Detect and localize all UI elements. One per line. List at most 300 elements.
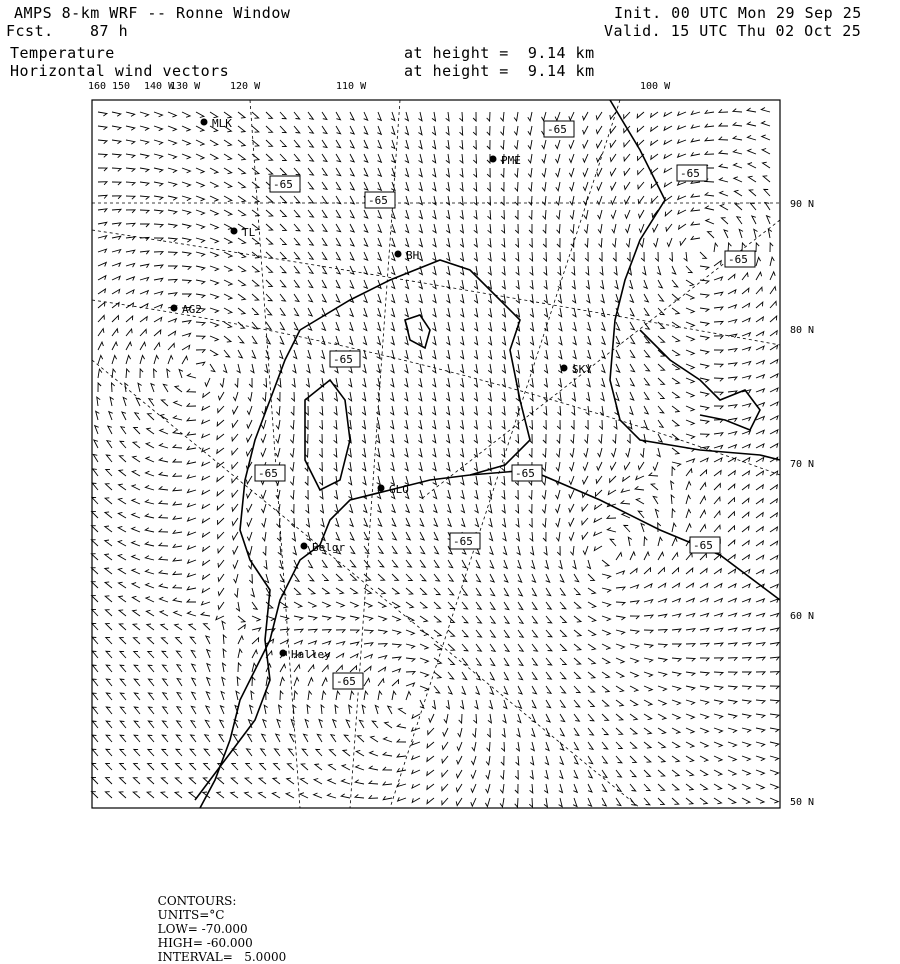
wind-barb bbox=[691, 236, 700, 240]
wind-barb bbox=[238, 126, 245, 132]
wind-barb bbox=[627, 434, 630, 443]
wind-barb bbox=[602, 784, 607, 792]
wind-barb bbox=[489, 518, 493, 527]
wind-barb bbox=[770, 798, 778, 803]
wind-barb bbox=[222, 621, 226, 630]
wind-barb bbox=[582, 532, 588, 539]
wind-barb bbox=[92, 497, 98, 504]
wind-barb bbox=[542, 462, 546, 471]
wind-barb bbox=[742, 657, 751, 660]
wind-barb bbox=[126, 196, 135, 199]
wind-barb bbox=[446, 182, 450, 191]
wind-barb bbox=[630, 644, 639, 648]
wind-barb bbox=[602, 630, 610, 635]
wind-barb bbox=[308, 182, 314, 189]
wind-barb bbox=[546, 602, 551, 609]
wind-barb bbox=[558, 406, 561, 415]
wind-barb bbox=[500, 798, 504, 807]
wind-barb bbox=[314, 779, 322, 785]
wind-barb bbox=[700, 406, 709, 410]
wind-barb bbox=[501, 126, 505, 135]
wind-barb bbox=[641, 524, 645, 533]
wind-barb bbox=[546, 644, 552, 651]
wind-barb bbox=[630, 601, 639, 604]
wind-barb bbox=[462, 588, 467, 595]
wind-barb bbox=[247, 749, 253, 756]
wind-barb bbox=[391, 154, 395, 163]
wind-barb bbox=[607, 515, 616, 518]
lon-label: 160 bbox=[88, 81, 107, 92]
wind-barb bbox=[154, 154, 163, 159]
wind-barb bbox=[305, 490, 308, 499]
wind-barb bbox=[544, 280, 547, 289]
wind-barb bbox=[742, 376, 751, 380]
wind-barb bbox=[204, 749, 210, 756]
wind-barb bbox=[474, 336, 478, 345]
wind-barb bbox=[686, 583, 694, 588]
wind-barb bbox=[444, 714, 448, 723]
wind-barb bbox=[602, 700, 609, 706]
wind-barb bbox=[322, 196, 327, 203]
wind-barb bbox=[202, 518, 210, 523]
wind-barb bbox=[434, 672, 441, 678]
wind-barb bbox=[391, 168, 395, 177]
wind-barb bbox=[502, 238, 505, 247]
wind-barb bbox=[644, 552, 649, 560]
wind-barb bbox=[154, 126, 163, 131]
wind-barb bbox=[630, 616, 639, 619]
wind-barb bbox=[390, 448, 394, 457]
wind-barb bbox=[349, 518, 353, 526]
wind-barb bbox=[280, 294, 286, 301]
wind-barb bbox=[488, 322, 492, 331]
wind-barb bbox=[249, 378, 252, 387]
wind-barb bbox=[474, 392, 478, 401]
wind-barb bbox=[700, 598, 708, 602]
interval-label: INTERVAL= 5.0000 bbox=[157, 950, 287, 964]
wind-barb bbox=[719, 123, 728, 126]
wind-barb bbox=[446, 238, 450, 247]
wind-barb bbox=[545, 560, 549, 569]
wind-barb bbox=[573, 322, 577, 331]
wind-barb bbox=[329, 764, 337, 770]
wind-barb bbox=[419, 182, 423, 191]
wind-barb bbox=[126, 277, 134, 281]
wind-barb bbox=[420, 560, 425, 567]
wind-barb bbox=[259, 778, 266, 784]
wind-barb bbox=[501, 196, 504, 205]
wind-barb bbox=[278, 546, 281, 555]
wind-barb bbox=[120, 764, 126, 771]
wind-barb bbox=[161, 778, 168, 784]
wind-barb bbox=[532, 644, 538, 651]
wind-barb bbox=[767, 216, 771, 224]
wind-barb bbox=[658, 756, 665, 762]
wind-barb bbox=[404, 434, 408, 443]
wind-barb bbox=[501, 182, 504, 191]
wind-barb bbox=[446, 168, 449, 177]
wind-barb bbox=[560, 742, 564, 750]
wind-barb bbox=[322, 238, 327, 246]
wind-barb bbox=[105, 596, 112, 602]
wind-barb bbox=[206, 706, 210, 714]
wind-barb bbox=[742, 672, 751, 675]
wind-barb bbox=[210, 322, 219, 327]
station-dot bbox=[395, 251, 402, 258]
wind-barb bbox=[457, 742, 462, 750]
wind-barb bbox=[232, 764, 238, 771]
wind-barb bbox=[490, 644, 495, 651]
wind-barb bbox=[364, 691, 368, 700]
wind-barb bbox=[290, 434, 294, 443]
wind-barb bbox=[544, 350, 548, 359]
wind-barb bbox=[405, 350, 409, 359]
wind-barb bbox=[118, 526, 126, 532]
wind-barb bbox=[182, 126, 190, 131]
wind-barb bbox=[294, 266, 300, 273]
wind-barb bbox=[292, 378, 295, 387]
wind-barb bbox=[406, 546, 411, 554]
wind-barb bbox=[196, 238, 205, 243]
wind-barb bbox=[412, 756, 420, 760]
wind-barb bbox=[742, 417, 751, 421]
wind-barb bbox=[350, 182, 354, 190]
wind-barb bbox=[672, 686, 681, 691]
wind-barb bbox=[369, 781, 378, 784]
wind-barb bbox=[112, 182, 121, 185]
wind-barb bbox=[742, 471, 750, 476]
wind-barb bbox=[412, 784, 420, 788]
wind-barb bbox=[460, 322, 464, 331]
wind-barb bbox=[391, 126, 395, 135]
wind-barb bbox=[231, 792, 238, 798]
wind-barb bbox=[375, 705, 379, 714]
wind-barb bbox=[500, 112, 504, 121]
wind-barb bbox=[569, 490, 574, 498]
wind-barb bbox=[700, 798, 707, 804]
wind-barb bbox=[714, 784, 722, 790]
wind-barb bbox=[187, 489, 196, 493]
wind-barb bbox=[106, 638, 112, 645]
wind-barb bbox=[488, 714, 492, 723]
wind-barb bbox=[266, 238, 273, 244]
wind-barb bbox=[714, 569, 721, 574]
wind-barb bbox=[369, 766, 378, 770]
wind-barb bbox=[341, 794, 350, 798]
station-dot bbox=[561, 365, 568, 372]
wind-barb bbox=[294, 140, 300, 147]
wind-barb bbox=[217, 490, 224, 496]
wind-barb bbox=[118, 540, 126, 546]
wind-barb bbox=[518, 616, 523, 623]
wind-barb bbox=[196, 294, 205, 298]
wind-barb bbox=[742, 512, 749, 518]
wind-barb bbox=[657, 448, 661, 457]
wind-barb bbox=[584, 448, 588, 457]
wind-barb bbox=[734, 190, 742, 196]
wind-barb bbox=[163, 384, 168, 392]
wind-barb bbox=[476, 658, 481, 665]
wind-barb bbox=[642, 266, 646, 275]
wind-barb bbox=[587, 560, 591, 569]
wind-barb bbox=[192, 692, 196, 700]
wind-barb bbox=[602, 574, 611, 578]
wind-barb bbox=[175, 624, 182, 630]
wind-barb bbox=[446, 378, 450, 387]
wind-barb bbox=[434, 546, 439, 554]
wind-barb bbox=[112, 329, 118, 336]
wind-barb bbox=[405, 238, 409, 247]
wind-barb bbox=[105, 568, 112, 574]
wind-barb bbox=[474, 252, 477, 261]
wind-barb bbox=[616, 742, 622, 749]
wind-barb bbox=[770, 742, 779, 746]
wind-barb bbox=[672, 756, 679, 762]
wind-barb bbox=[432, 434, 436, 443]
wind-barb bbox=[474, 238, 477, 247]
wind-barb bbox=[294, 112, 300, 119]
wind-barb bbox=[266, 140, 273, 146]
wind-barb bbox=[649, 473, 658, 476]
wind-barb bbox=[335, 336, 339, 345]
wind-barb bbox=[98, 383, 101, 392]
wind-barb bbox=[666, 224, 672, 231]
wind-barb bbox=[501, 224, 504, 233]
wind-barb bbox=[644, 756, 651, 762]
wind-barb bbox=[133, 442, 140, 448]
station-label-tl: TL bbox=[242, 226, 256, 239]
wind-barb bbox=[458, 728, 462, 737]
wind-barb bbox=[177, 665, 182, 672]
wind-barb bbox=[308, 112, 313, 119]
wind-barb bbox=[177, 707, 182, 714]
wind-barb bbox=[770, 444, 778, 448]
wind-barb bbox=[336, 616, 345, 620]
wind-barb bbox=[405, 182, 409, 191]
wind-barb bbox=[651, 140, 658, 145]
wind-barb bbox=[518, 658, 523, 666]
wind-barb bbox=[145, 514, 154, 518]
wind-barb bbox=[686, 434, 695, 439]
wind-barb bbox=[583, 168, 588, 176]
wind-barb bbox=[419, 252, 423, 261]
wind-barb bbox=[419, 154, 423, 163]
wind-barb bbox=[391, 140, 395, 149]
wind-barb bbox=[691, 194, 700, 197]
wind-barb bbox=[546, 630, 552, 637]
wind-barb bbox=[252, 196, 259, 202]
wind-barb bbox=[612, 448, 617, 457]
wind-barb bbox=[585, 252, 588, 261]
wind-barb bbox=[616, 686, 624, 692]
wind-barb bbox=[446, 462, 450, 471]
wind-barb bbox=[247, 406, 252, 415]
wind-barb bbox=[461, 518, 465, 527]
wind-barb bbox=[446, 112, 449, 121]
wind-barb bbox=[405, 294, 409, 303]
wind-barb bbox=[238, 266, 246, 272]
wind-barb bbox=[98, 355, 103, 364]
wind-barb bbox=[597, 462, 602, 470]
wind-barb bbox=[543, 224, 546, 233]
wind-barb bbox=[770, 388, 778, 392]
wind-barb bbox=[756, 257, 761, 266]
wind-barb bbox=[118, 512, 126, 518]
wind-barb bbox=[658, 392, 664, 399]
wind-barb bbox=[218, 532, 224, 539]
wind-barb bbox=[175, 792, 182, 798]
wind-barb bbox=[588, 616, 596, 622]
wind-barb bbox=[336, 210, 341, 218]
wind-barb bbox=[112, 236, 121, 240]
wind-barb bbox=[518, 700, 522, 708]
wind-barb bbox=[433, 238, 437, 247]
wind-barb bbox=[390, 420, 394, 429]
wind-barb bbox=[446, 210, 450, 219]
wind-barb bbox=[105, 498, 112, 504]
wind-barb bbox=[252, 182, 259, 188]
wind-barb bbox=[556, 168, 560, 177]
wind-barb bbox=[201, 612, 210, 616]
wind-barb bbox=[182, 154, 190, 159]
wind-barb bbox=[232, 504, 238, 511]
wind-barb bbox=[105, 484, 112, 490]
wind-barb bbox=[336, 224, 341, 232]
wind-barb bbox=[322, 266, 327, 274]
wind-barb bbox=[308, 665, 314, 672]
wind-barb bbox=[644, 584, 652, 588]
wind-barb bbox=[148, 721, 154, 728]
wind-barb bbox=[658, 420, 663, 427]
wind-barb bbox=[765, 203, 770, 211]
wind-barb bbox=[742, 742, 751, 747]
wind-barb bbox=[571, 434, 574, 443]
wind-barb bbox=[770, 331, 777, 336]
wind-barb bbox=[624, 154, 630, 161]
wind-barb bbox=[377, 252, 381, 260]
wind-barb bbox=[446, 420, 450, 429]
wind-barb bbox=[487, 112, 490, 121]
wind-barb bbox=[223, 649, 226, 658]
wind-barb bbox=[140, 317, 147, 322]
wind-barb bbox=[742, 599, 750, 603]
wind-barb bbox=[678, 112, 686, 116]
wind-barb bbox=[487, 196, 490, 205]
wind-barb bbox=[419, 168, 423, 177]
wind-barb bbox=[277, 720, 281, 729]
wind-barb bbox=[98, 289, 106, 294]
wind-barb bbox=[672, 644, 681, 647]
wind-barb bbox=[462, 616, 468, 623]
wind-barb bbox=[686, 770, 694, 776]
wind-barb bbox=[308, 641, 316, 645]
wind-barb bbox=[319, 476, 322, 485]
wind-barb bbox=[159, 515, 168, 518]
wind-barb bbox=[728, 471, 735, 476]
wind-barb bbox=[92, 665, 98, 672]
wind-barb bbox=[112, 140, 121, 144]
wind-barb bbox=[154, 140, 163, 145]
wind-barb bbox=[149, 399, 154, 406]
wind-barb bbox=[608, 490, 616, 495]
wind-barb bbox=[98, 329, 104, 336]
wind-barb bbox=[300, 793, 308, 798]
wind-barb bbox=[714, 714, 723, 719]
wind-barb bbox=[364, 630, 373, 633]
wind-barb bbox=[742, 728, 751, 732]
wind-barb bbox=[196, 252, 205, 256]
wind-barb bbox=[599, 420, 602, 429]
wind-barb bbox=[334, 434, 337, 443]
wind-barb bbox=[98, 126, 107, 130]
wind-barb bbox=[644, 364, 650, 371]
wind-barb bbox=[728, 349, 737, 352]
wind-barb bbox=[322, 112, 327, 120]
wind-barb bbox=[728, 363, 737, 366]
wind-barb bbox=[261, 448, 266, 456]
wind-barb bbox=[700, 294, 709, 298]
wind-barb bbox=[133, 778, 140, 784]
wind-barb bbox=[154, 182, 163, 186]
wind-barb bbox=[770, 556, 778, 561]
wind-barb bbox=[247, 434, 253, 442]
wind-barb bbox=[93, 454, 98, 462]
wind-barb bbox=[756, 672, 765, 675]
wind-barb bbox=[232, 448, 238, 455]
wind-barb bbox=[655, 252, 658, 261]
wind-barb bbox=[570, 546, 574, 555]
wind-barb bbox=[364, 168, 368, 176]
wind-barb bbox=[336, 196, 341, 204]
wind-barb bbox=[187, 460, 196, 464]
wind-barb bbox=[742, 756, 750, 761]
wind-barb bbox=[616, 602, 625, 605]
wind-barb bbox=[346, 720, 350, 728]
wind-barb bbox=[280, 336, 284, 344]
wind-barb bbox=[705, 192, 714, 196]
wind-barb bbox=[558, 266, 561, 275]
wind-barb bbox=[490, 574, 494, 582]
wind-barb bbox=[119, 582, 127, 588]
wind-barb bbox=[756, 287, 762, 294]
wind-barb bbox=[349, 336, 353, 345]
wind-barb bbox=[233, 406, 239, 414]
wind-barb bbox=[147, 792, 154, 798]
wind-barb bbox=[742, 714, 751, 718]
wind-barb bbox=[516, 406, 519, 415]
wind-barb bbox=[719, 178, 728, 182]
wind-barb bbox=[460, 392, 464, 401]
wind-barb bbox=[602, 560, 609, 566]
station-dot bbox=[378, 485, 385, 492]
wind-barb bbox=[350, 654, 358, 658]
wind-barb bbox=[173, 544, 182, 547]
wind-barb bbox=[224, 224, 232, 229]
wind-barb bbox=[474, 322, 478, 331]
wind-barb bbox=[154, 292, 163, 296]
wind-barb bbox=[238, 280, 246, 286]
wind-barb bbox=[486, 784, 490, 793]
wind-barb bbox=[560, 672, 566, 679]
lon-label: 150 bbox=[112, 81, 131, 92]
wind-barb bbox=[294, 629, 303, 632]
wind-barb bbox=[569, 518, 574, 526]
wind-barb bbox=[598, 448, 602, 457]
wind-barb bbox=[691, 208, 700, 211]
wind-barb bbox=[126, 355, 131, 364]
wind-barb bbox=[276, 406, 280, 415]
wind-barb bbox=[292, 532, 296, 541]
